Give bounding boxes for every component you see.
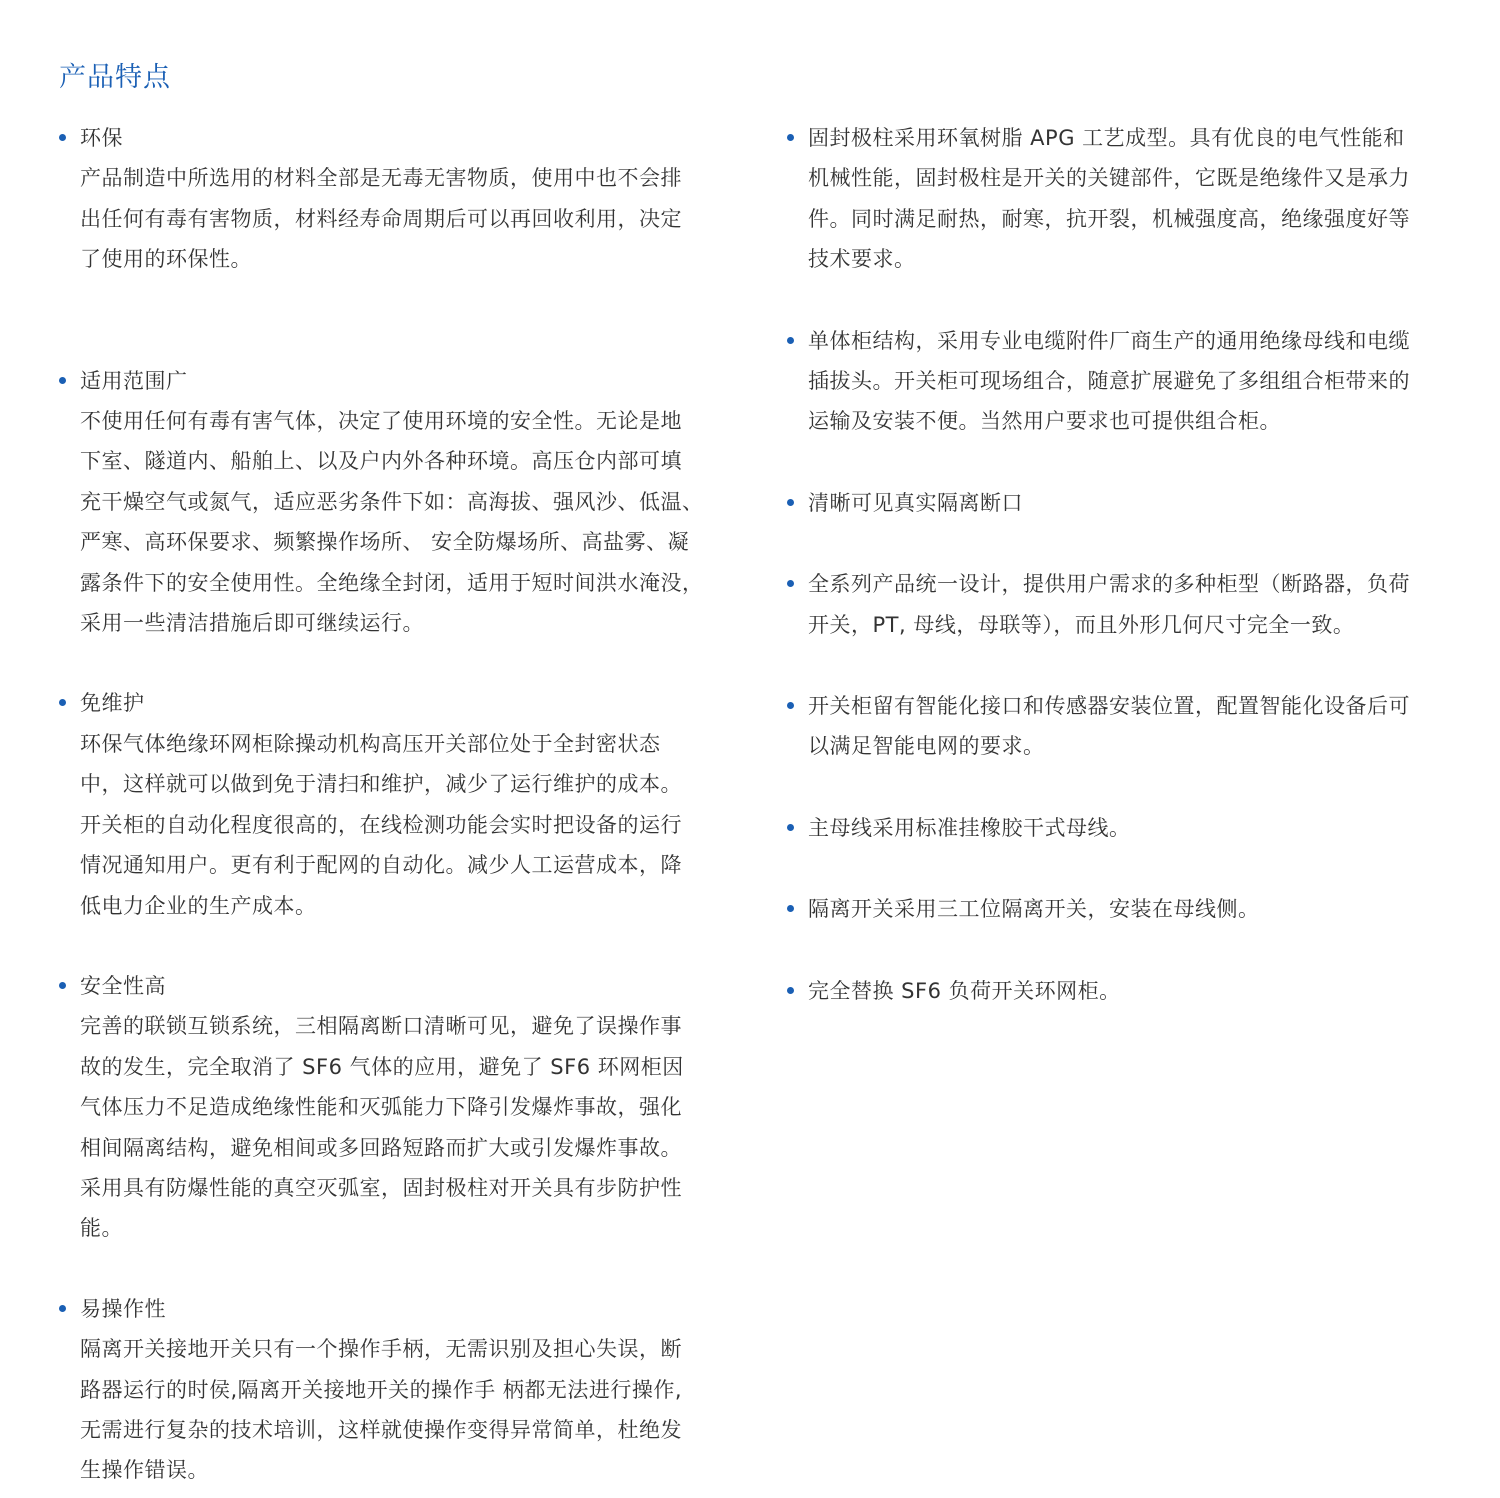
left-feature-column (59, 118, 727, 1491)
bullet-icon (787, 824, 794, 831)
feature-description: 环保气体绝缘环网柜除操动机构高压开关部位处于全封密状态 中，这样就可以做到免于清扫和维护，减少了运行维护的成本。 开关柜的自动化程度很高的，在线检测功能会实时把设备的运行 情况通知用户。更有利于配网的自动化。减少人工运营成本，降 低电力企业的生产成本。 (80, 731, 682, 918)
feature-title: 安全性高 (80, 973, 166, 998)
feature-title: 环保 (80, 126, 123, 150)
bullet-icon (59, 1305, 66, 1312)
feature-text: 固封极柱采用环氧树脂 APG 工艺成型。具有优良的电气性能和 机械性能，固封极柱是开关的关键部件，它既是绝缘件又是承力 件。同时满足耐热，耐寒，抗开裂，机械强度高，绝缘强度好等 技术要求。 (808, 126, 1410, 272)
feature-item-wide-application (59, 361, 727, 644)
feature-title: 易操作性 (80, 1296, 166, 1321)
bullet-icon (787, 987, 794, 994)
feature-item-visible-isolation (787, 483, 1455, 523)
bullet-icon (787, 134, 794, 141)
bullet-icon (787, 905, 794, 912)
feature-text: 单体柜结构，采用专业电缆附件厂商生产的通用绝缘母线和电缆 插拔头。开关柜可现场组合，随意扩展避免了多组组合柜带来的 运输及安装不便。当然用户要求也可提供组合柜。 (808, 328, 1410, 434)
page-title: 产品特点 (59, 62, 171, 93)
feature-item-high-safety (59, 966, 727, 1249)
feature-item-sf6-replacement (787, 971, 1455, 1011)
feature-item-main-busbar (787, 808, 1455, 848)
feature-item-embedded-pole (787, 118, 1455, 280)
feature-text: 清晰可见真实隔离断口 (808, 490, 1023, 515)
bullet-icon (59, 377, 66, 384)
bullet-icon (787, 337, 794, 344)
feature-description: 隔离开关接地开关只有一个操作手柄，无需识别及担心失误，断 路器运行的时侯,隔离开关接地开关的操作手 柄都无法进行操作, 无需进行复杂的技术培训，这样就使操作变得异常简单，杜绝发 生操作错误。 (80, 1337, 683, 1483)
bullet-icon (787, 499, 794, 506)
feature-description: 产品制造中所选用的材料全部是无毒无害物质，使用中也不会排 出任何有毒有害物质，材料经寿命周期后可以再回收利用，决定 了使用的环保性。 (80, 166, 682, 272)
feature-item-easy-operation (59, 1289, 727, 1491)
bullet-icon (59, 134, 66, 141)
feature-title: 适用范围广 (80, 368, 188, 393)
feature-description: 不使用任何有毒有害气体，决定了使用环境的安全性。无论是地 下室、隧道内、船舶上、以及户内外各种环境。高压仓内部可填 充干燥空气或氮气，适应恶劣条件下如：高海拔、强风沙、低温、 严寒、高环保要求、频繁操作场所、 安全防爆场所、高盐雾、凝 露条件下的安全使用性。全绝缘全封闭，适用于短时间洪水淹没， 采用一些清洁措施后即可继续运行。 (80, 409, 704, 636)
feature-text: 全系列产品统一设计，提供用户需求的多种柜型（断路器，负荷 开关，PT, 母线，母联等），而且外形几何尺寸完全一致。 (808, 572, 1410, 637)
feature-item-single-cabinet (787, 321, 1455, 442)
feature-text: 主母线采用标准挂橡胶干式母线。 (808, 815, 1131, 840)
bullet-icon (59, 699, 66, 706)
feature-text: 完全替换 SF6 负荷开关环网柜。 (808, 978, 1121, 1003)
feature-title: 免维护 (80, 691, 145, 716)
bullet-icon (787, 702, 794, 709)
feature-item-three-position-switch (787, 889, 1455, 929)
feature-item-maintenance-free (59, 683, 727, 925)
feature-item-unified-design (787, 564, 1455, 645)
feature-description: 完善的联锁互锁系统，三相隔离断口清晰可见，避免了误操作事 故的发生，完全取消了 SF6 气体的应用，避免了 SF6 环网柜因 气体压力不足造成绝缘性能和灭弧能力下降引发爆炸事故，强化 相间隔离结构，避免相间或多回路短路而扩大或引发爆炸事故。 采用具有防爆性能的真空灭弧室，固封极柱对开关具有步防护性 能。 (80, 1014, 684, 1241)
feature-item-smart-interface (787, 686, 1455, 767)
feature-text: 隔离开关采用三工位隔离开关，安装在母线侧。 (808, 897, 1260, 922)
feature-item-environmental (59, 118, 727, 280)
bullet-icon (59, 982, 66, 989)
right-feature-column (787, 118, 1455, 1011)
feature-text: 开关柜留有智能化接口和传感器安装位置，配置智能化设备后可 以满足智能电网的要求。 (808, 694, 1410, 759)
bullet-icon (787, 580, 794, 587)
